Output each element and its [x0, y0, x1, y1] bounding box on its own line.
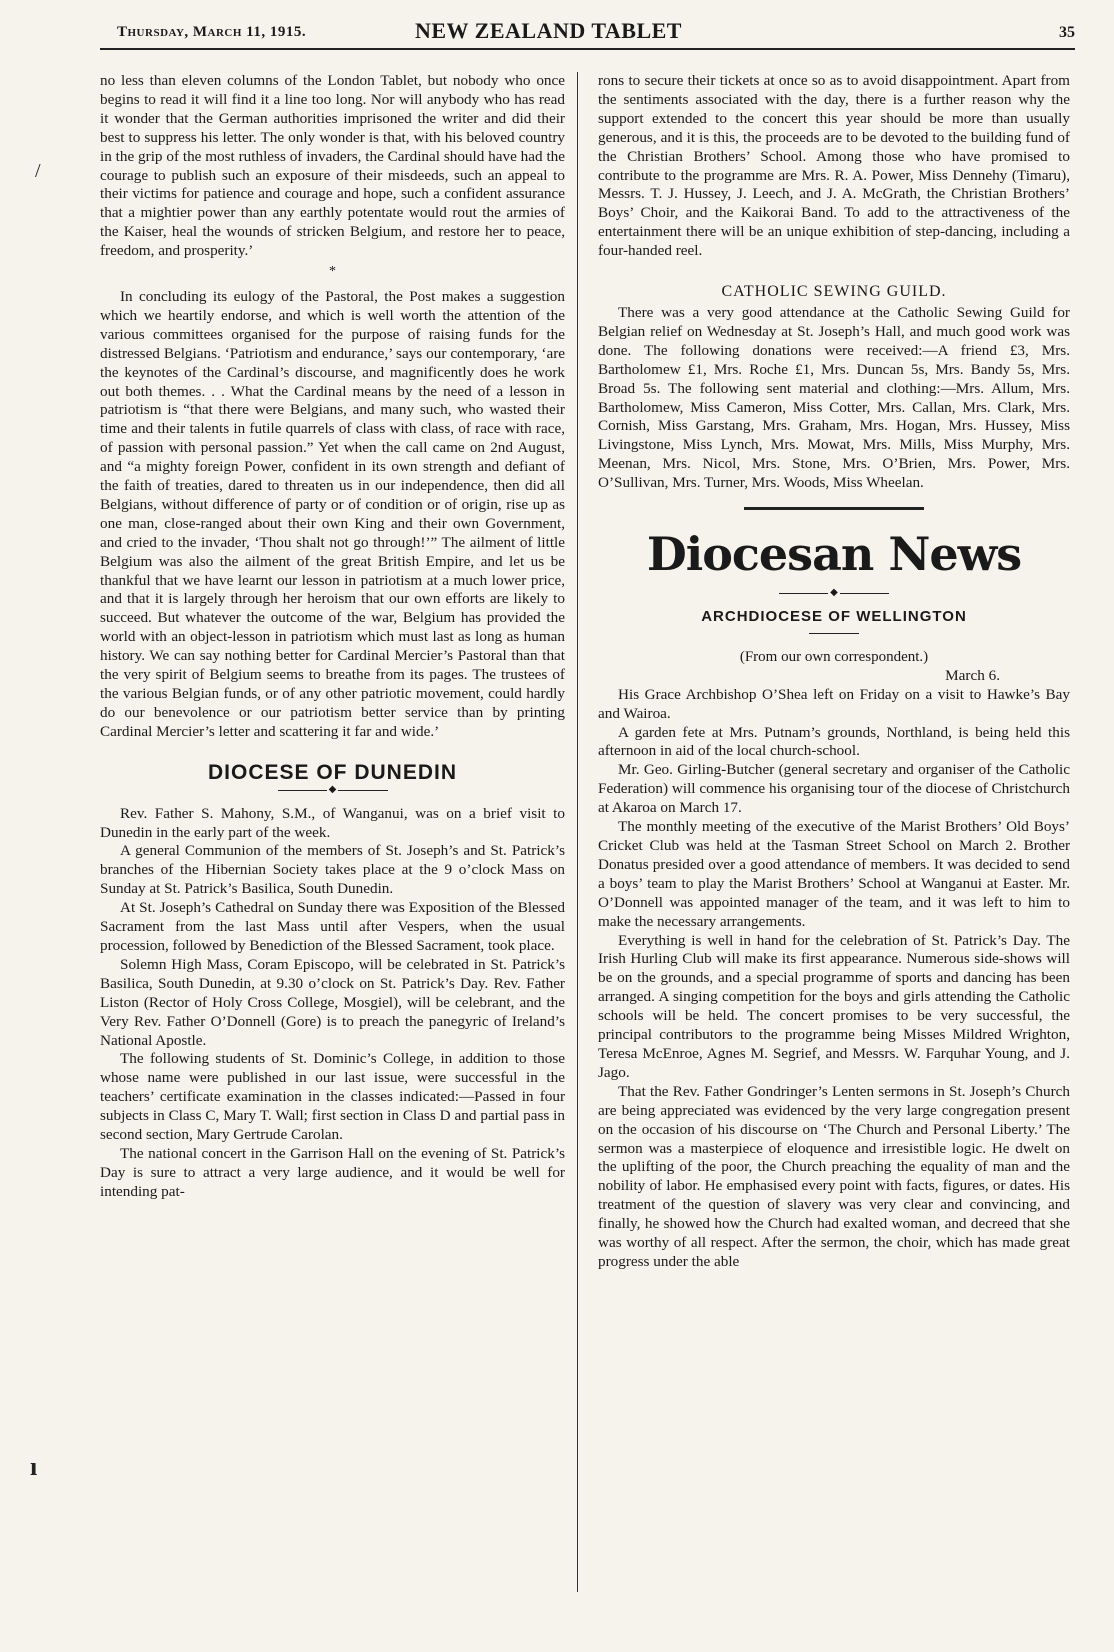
issue-date: Thursday, March 11, 1915.: [117, 24, 307, 40]
margin-mark: /: [35, 160, 41, 182]
paragraph: His Grace Archbishop O’Shea left on Friday on a visit to Hawke’s Bay and Wairoa.: [598, 685, 1070, 722]
paragraph: rons to secure their tickets at once so as to avoid disappointment. Apart from the sentiments associated with the day, there is a further reason why the support extended to the concert this year should be more than usually generous, and it is this, the proceeds are to be devoted to the building fund of the Christian Brothers’ School. Among those who have promised to contribute to the programme are Mrs. R. A. Power, Miss Dennehy (Timaru), Messrs. T. J. Hussey, J. Leech, and J. A. McGrath, the Christian Brothers’ Boys’ Choir, and the Kaikorai Band. To add to the attractiveness of the entertainment there will be an unique exhibition of step-dancing, including a four-handed reel.: [598, 72, 1070, 260]
short-rule: [809, 633, 859, 634]
diocesan-news-title: Diocesan News: [646, 527, 1022, 582]
diamond-rule: [100, 785, 565, 795]
right-column: [598, 72, 1070, 1272]
paragraph: Rev. Father S. Mahony, S.M., of Wanganui, was on a brief visit to Dunedin in the early part of the week.: [100, 804, 565, 841]
section-rule: [744, 507, 924, 510]
header-rule: [100, 48, 1075, 50]
column-divider: [577, 72, 578, 1592]
diamond-rule: [598, 588, 1070, 598]
paragraph: The following students of St. Dominic’s College, in addition to those whose name were published in our last issue, were successful in the teachers’ certificate examination in the classes indicated:—Passed in four subjects in Class C, Mary T. Wall; first section in Class D and partial pass in second section, Mary Gertrude Carolan.: [100, 1050, 565, 1144]
diamond-ornament: ◆: [328, 783, 337, 795]
paragraph: no less than eleven columns of the London Tablet, but nobody who once begins to read it will find it a line too long. Nor will anybody who has read it wonder that the German authorities imprisoned the writer and did their best to suppress his letter. The only wonder is that, with his beloved country in the grip of the most ruthless of invaders, the Cardinal should have had the courage to publish such an exposure of their misdeeds, such an appeal to their victims for patience and courage and hope, such a confident assurance that a mightier power than any earthly potentate would rout the armies of the Kaiser, heal the wounds of stricken Belgium, and restore her to peace, freedom, and prosperity.’: [100, 72, 565, 260]
sewing-guild-heading: CATHOLIC SEWING GUILD.: [721, 283, 947, 301]
left-column: [100, 72, 565, 1202]
diamond-ornament: ◆: [830, 587, 838, 599]
dateline: March 6.: [945, 666, 1000, 684]
section-star: *: [329, 264, 336, 280]
page-header: [95, 18, 1075, 50]
paragraph: The national concert in the Garrison Hall on the evening of St. Patrick’s Day is sure to attract a very large audience, and it would be well for intending pat-: [100, 1144, 565, 1200]
paragraph: A general Communion of the members of St. Joseph’s and St. Patrick’s branches of the Hibernian Society takes place at the 9 o’clock Mass on Sunday at St. Patrick’s Basilica, South Dunedin.: [100, 842, 565, 898]
archdiocese-heading: ARCHDIOCESE OF WELLINGTON: [701, 608, 967, 626]
paragraph: Solemn High Mass, Coram Episcopo, will be celebrated in St. Patrick’s Basilica, South Dunedin, at 9.30 o’clock on St. Patrick’s Day. Rev. Father Liston (Rector of Holy Cross College, Mosgiel), will be celebrant, and the Very Rev. Father O’Donnell (Gore) is to preach the panegyric of Ireland’s National Apostle.: [100, 955, 565, 1049]
page-number: 35: [1059, 24, 1075, 41]
paragraph: A garden fete at Mrs. Putnam’s grounds, Northland, is being held this afternoon in aid of the local church-school.: [598, 723, 1070, 760]
paragraph: The monthly meeting of the executive of the Marist Brothers’ Old Boys’ Cricket Club was held at the Tasman Street School on March 2. Brother Donatus presided over a good attendance of members. It was decided to send a boys’ team to play the Marist Brothers’ School at Wanganui at Easter. Mr. O’Donnell was appointed manager of the team, and it was left to him to make the necessary arrangements.: [598, 818, 1070, 930]
paragraph: In concluding its eulogy of the Pastoral, the Post makes a suggestion which we heartily endorse, and which is well worth the attention of the various committees organised for the purpose of raising funds for the distressed Belgians. ‘Patriotism and endurance,’ says our contemporary, ‘are the keynotes of the Cardinal’s discourse, and magnificently does he work out both themes. . . What the Cardinal means by the need of a lesson in patriotism is “that there were Belgians, and many such, who wasted their time and their talents in futile quarrels of class with class, of race with race, of passion with personal passion.” Yet when the call came on 2nd August, and “a mighty foreign Power, confident in its own strength and defiant of the faith of treaties, dared to threaten us in our independence, then did all Belgians, without difference of party or of condition or of origin, rise up as one man, close-ranged about their own King and their own Government, and cried to the invader, ‘Thou shalt not go through!’” The ailment of little Belgium was also the ailment of the great British Empire, and let us be thankful that we have learnt our lesson in patriotism at a much lower price, and that it is largely through her heroism that our own efforts are likely to succeed. But whatever the outcome of the war, Belgium has provided the world with an object-lesson in patriotism which must last as long as human history. We can say nothing better for Cardinal Mercier’s Pastoral than that the very spirit of Belgium seems to breathe from its pages. The trustees of the various Belgian funds, or of any other patriotic movement, could hardly do our benevolence or our patriotism better service than by printing Cardinal Mercier’s letter and scattering it far and wide.’: [100, 287, 565, 740]
paragraph: Mr. Geo. Girling-Butcher (general secretary and organiser of the Catholic Federation) will commence his organising tour of the diocese of Christchurch at Akaroa on March 17.: [598, 761, 1070, 817]
correspondent-line: (From our own correspondent.): [739, 648, 929, 665]
dunedin-heading: DIOCESE OF DUNEDIN: [207, 760, 458, 784]
paragraph: There was a very good attendance at the Catholic Sewing Guild for Belgian relief on Wednesday at St. Joseph’s Hall, and much good work was done. The following donations were received:—A friend £3, Mrs. Bartholomew £1, Mrs. Roche £1, Mrs. Duncan 5s, Mrs. Bandy 5s, Mrs. Broad 5s. The following sent material and clothing:—Mrs. Allum, Mrs. Bartholomew, Miss Cameron, Miss Cotter, Mrs. Callan, Mrs. Clark, Mrs. Cornish, Miss Garstang, Mrs. Graham, Mrs. Hogan, Mrs. Hussey, Miss Livingstone, Miss Lynch, Mrs. Mowat, Mrs. Mills, Miss Murphy, Mrs. Meenan, Mrs. Nicol, Mrs. Stone, Mrs. O’Brien, Mrs. Power, Mrs. O’Sullivan, Mrs. Turner, Mrs. Woods, Miss Wheelan.: [598, 303, 1070, 492]
margin-mark: ı: [30, 1452, 38, 1481]
paragraph: At St. Joseph’s Cathedral on Sunday there was Exposition of the Blessed Sacrament from the last Mass until after Vespers, when the usual procession, followed by Benediction of the Blessed Sacrament, took place.: [100, 899, 565, 954]
paragraph: That the Rev. Father Gondringer’s Lenten sermons in St. Joseph’s Church are being appreciated was evidenced by the very large congregation present on the occasion of his discourse on ‘The Church and Personal Liberty.’ The sermon was a masterpiece of eloquence and irresistible logic. He dwelt on the uplifting of the poor, the Church preaching the equality of man and the nobility of labor. He emphasised every point with facts, figures, or dates. His treatment of the question of slavery was very clear and convincing, and finally, he showed how the Church had exalted woman, and decreed that she was worthy of all respect. After the sermon, the choir, which has made great progress under the able: [598, 1082, 1070, 1270]
masthead: NEW ZEALAND TABLET: [415, 18, 682, 43]
paragraph: Everything is well in hand for the celebration of St. Patrick’s Day. The Irish Hurling Club will make its first appearance. Numerous side-shows will be on the grounds, and a special programme of sports and dancing has been arranged. A singing competition for the boys and girls attending the Catholic schools will be held. The concert promises to be very successful, the principal contributors to the programme being Misses Mildred Wrighton, Teresa McEnroe, Agnes M. Segrief, and Messrs. W. Farquhar Young, and J. Jago.: [598, 931, 1070, 1081]
